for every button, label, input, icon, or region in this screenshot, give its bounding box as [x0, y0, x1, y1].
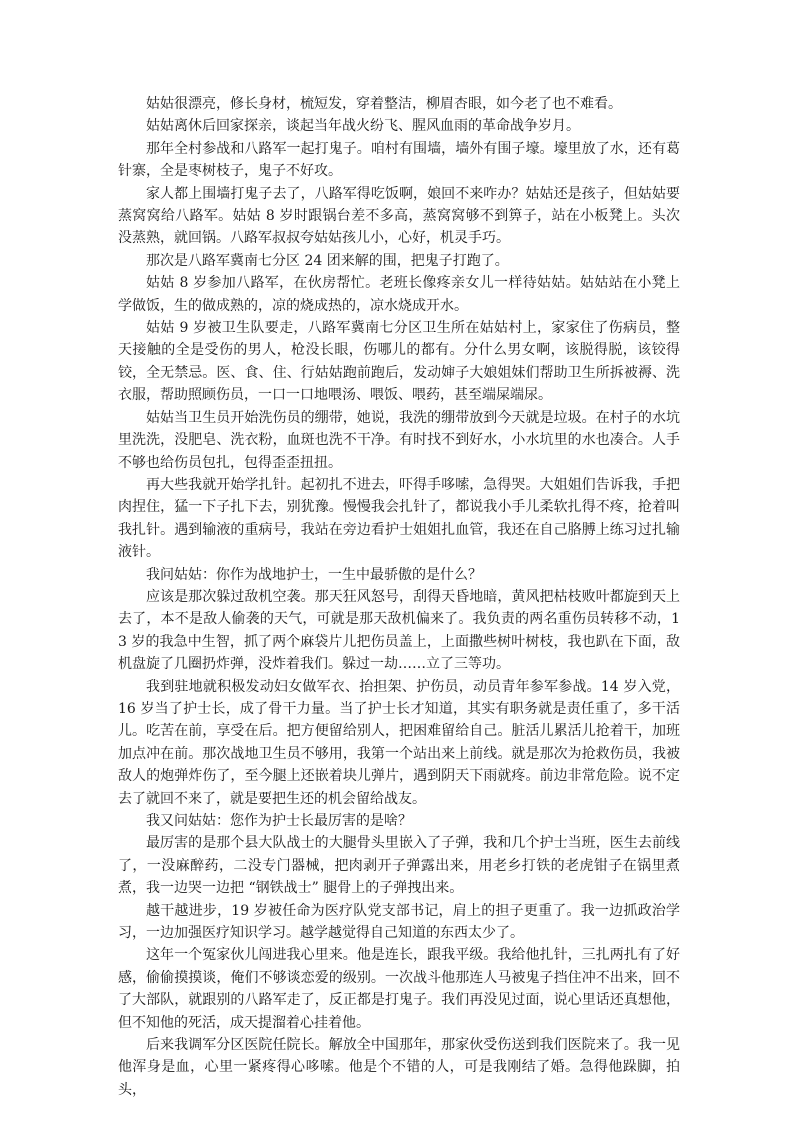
- paragraph: 再大些我就开始学扎针。起初扎不进去，吓得手哆嗦，急得哭。大姐姐们告诉我，手把肉捏住，猛一下子扎下去，别犹豫。慢慢我会扎针了，都说我小手儿柔软扎得不疼，抢着叫我扎针。遇到输液的重病号，我站在旁边看护士姐姐扎血管，我还在自己胳膊上练习过扎输液针。: [118, 476, 680, 561]
- paragraph: 姑姑 9 岁被卫生队要走，八路军冀南七分区卫生所在姑姑村上，家家住了伤病员，整天接触的全是受伤的男人，枪没长眼，伤哪儿的都有。分什么男女啊，该脱得脱，该铰得铰，全无禁忌。医、食、住、行姑姑跑前跑后，发动婶子大娘姐妹们帮助卫生所拆被褥、洗衣服，帮助照顾伤员，一口一口地喂汤、喂饭、喂药，甚至端屎端尿。: [118, 320, 680, 404]
- paragraph: 后来我调军分区医院任院长。解放全中国那年，那家伙受伤送到我们医院来了。我一见他浑身是血，心里一紧疼得心哆嗦。他是个不错的人，可是我刚结了婚。急得他跺脚，拍头，: [118, 1037, 680, 1098]
- paragraph: 那次是八路军冀南七分区 24 团来解的围，把鬼子打跑了。: [146, 252, 509, 269]
- paragraph: 我到驻地就积极发动妇女做军衣、抬担架、护伤员，动员青年参军参战。14 岁入党，16 岁当了护士长，成了骨干力量。当了护士长才知道，其实有职务就是责任重了，多干活儿。吃苦在前，享受在后。把方便留给别人，把困难留给自己。脏活儿累活儿抢着干，加班加点冲在前。那次战地卫生员不够用，我第一个站出来上前线。就是那次为抢救伤员，我被敌人的炮弹炸伤了，至今腿上还嵌着块儿弹片，遇到阴天下雨就疼。前边非常危险。说不定去了就回不来了，就是要把生还的机会留给战友。: [118, 678, 680, 807]
- paragraph: 家人都上围墙打鬼子去了，八路军得吃饭啊，娘回不来咋办？姑姑还是孩子，但姑姑要蒸窝窝给八路军。姑姑 8 岁时跟锅台差不多高，蒸窝窝够不到箅子，站在小板凳上。头次没蒸熟，就回锅。八路军叔叔夸姑姑孩儿小，心好，机灵手巧。: [118, 185, 680, 247]
- paragraph: 我问姑姑：你作为战地护士，一生中最骄傲的是什么？: [146, 566, 482, 583]
- paragraph: 姑姑离休后回家探亲，谈起当年战火纷飞、腥风血雨的革命战争岁月。: [146, 118, 580, 135]
- paragraph: 姑姑很漂亮，修长身材，梳短发，穿着整洁，柳眉杏眼，如今老了也不难看。: [146, 96, 622, 112]
- paragraph: 那年全村参战和八路军一起打鬼子。咱村有围墙，墙外有围子壕。壕里放了水，还有葛针寨，全是枣树枝子，鬼子不好攻。: [118, 140, 680, 180]
- article-body: [118, 93, 680, 1101]
- paragraph: 姑姑 8 岁参加八路军，在伙房帮忙。老班长像疼亲女儿一样待姑姑。姑姑站在小凳上学做饭，生的做成熟的，凉的烧成热的，凉水烧成开水。: [118, 275, 680, 314]
- paragraph: 最厉害的是那个县大队战士的大腿骨头里嵌入了子弹，我和几个护士当班，医生去前线了，一没麻醉药，二没专门器械，把肉剥开子弹露出来，用老乡打铁的老虎钳子在锅里煮煮，我一边哭一边把 “钢铁战士” 腿骨上的子弹拽出来。: [118, 835, 680, 897]
- paragraph: 应该是那次躲过敌机空袭。那天狂风怒号，刮得天昏地暗，黄风把枯枝败叶都旋到天上去了，本不是敌人偷袭的天气，可就是那天敌机偏来了。我负责的两名重伤员转移不动，13 岁的我急中生智，抓了两个麻袋片儿把伤员盖上，上面撒些树叶树枝，我也趴在下面，敌机盘旋了几圈扔炸弹，没炸着我们。躲过一劫……立了三等功。: [118, 588, 680, 673]
- paragraph: 越干越进步，19 岁被任命为医疗队党支部书记，肩上的担子更重了。我一边抓政治学习，一边加强医疗知识学习。越学越觉得自己知道的东西太少了。: [118, 902, 680, 942]
- paragraph: 这年一个冤家伙儿闯进我心里来。他是连长，跟我平级。我给他扎针，三扎两扎有了好感，偷偷摸摸谈，俺们不够谈恋爱的级别。一次战斗他那连人马被鬼子挡住冲不出来，回不了大部队，就跟别的八路军走了，反正都是打鬼子。我们再没见过面，说心里话还真想他，但不知他的死活，成天提溜着心挂着他。: [118, 947, 680, 1031]
- paragraph: 姑姑当卫生员开始洗伤员的绷带，她说，我洗的绷带放到今天就是垃圾。在村子的水坑里洗洗，没肥皂、洗衣粉，血斑也洗不干净。有时找不到好水，小水坑里的水也凑合。人手不够也给伤员包扎，包得歪歪扭扭。: [118, 409, 680, 471]
- paragraph: 我又问姑姑：您作为护士长最厉害的是啥？: [146, 813, 412, 829]
